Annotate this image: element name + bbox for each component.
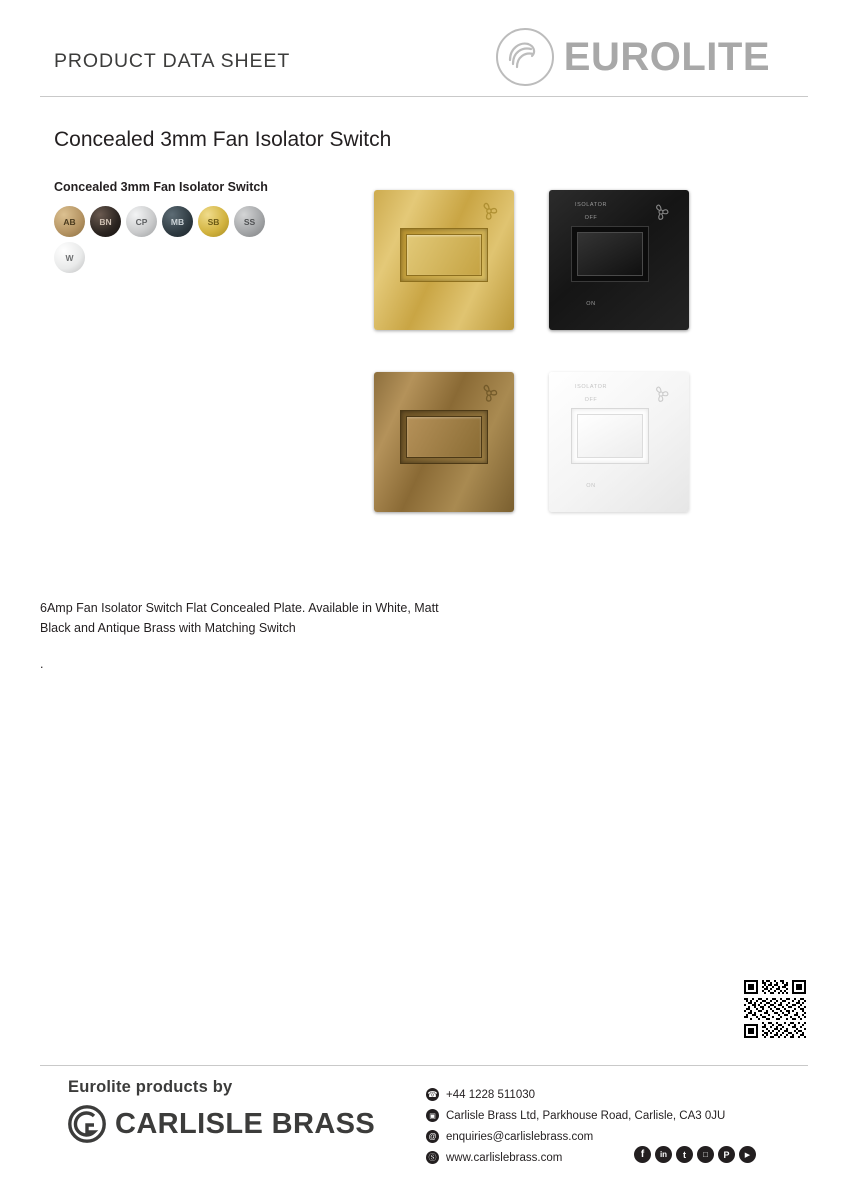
footer-divider [40,1065,808,1066]
finish-swatch-ss[interactable] [234,206,265,237]
fan-symbol-icon [476,382,502,404]
social-links [634,1146,756,1163]
contact-email[interactable] [426,1126,725,1147]
linkedin-glyph: in [659,1150,668,1159]
facebook-glyph: f [640,1149,645,1160]
product-image-antique-brass [374,372,514,512]
fan-symbol-icon [476,200,502,222]
twitter-icon[interactable] [676,1146,693,1163]
contact-address [426,1105,725,1126]
finish-swatch-list [54,206,294,273]
product-image-white [549,372,689,512]
carlisle-brass-logo [68,1105,398,1143]
contact-email-text: enquiries@carlislebrass.com [446,1130,594,1143]
label-off: OFF [584,215,598,221]
footer-byline: Eurolite products by [68,1078,233,1096]
page-title: PRODUCT DATA SHEET [54,50,291,72]
eurolite-brand [496,28,770,86]
carlisle-brass-mark-icon [68,1105,106,1143]
contact-address-text: Carlisle Brass Ltd, Parkhouse Road, Carlisle, CA3 0JU [446,1109,726,1122]
finish-code-mb: MB [170,216,185,227]
page-header [40,26,808,96]
linkedin-icon[interactable] [655,1146,672,1163]
product-title: Concealed 3mm Fan Isolator Switch [54,128,392,151]
footer-brand-block [68,1078,398,1143]
finish-swatch-cp[interactable] [126,206,157,237]
product-image-matt-black [549,190,689,330]
instagram-glyph: □ [703,1150,708,1159]
variant-block [54,178,304,273]
header-divider [40,96,808,97]
pinterest-glyph: P [723,1149,730,1160]
globe-icon: Ⓢ [426,1151,439,1164]
contact-website-text: www.carlislebrass.com [446,1151,563,1164]
finish-swatch-ab[interactable] [54,206,85,237]
variant-name: Concealed 3mm Fan Isolator Switch [54,180,268,194]
finish-swatch-w[interactable] [54,242,85,273]
finish-swatch-bn[interactable] [90,206,121,237]
facebook-icon[interactable] [634,1146,651,1163]
finish-code-ab: AB [63,216,76,227]
eurolite-circle-logo-icon [496,28,554,86]
finish-code-ss: SS [243,216,256,227]
finish-swatch-sb[interactable] [198,206,229,237]
twitter-glyph: t [683,1149,686,1160]
youtube-icon[interactable] [739,1146,756,1163]
product-image-gallery [374,190,694,520]
qr-code[interactable] [744,980,810,1042]
label-isolator: ISOLATOR [574,384,608,390]
description-trailing: . [40,657,44,671]
contact-phone[interactable] [426,1084,725,1105]
finish-swatch-mb[interactable] [162,206,193,237]
instagram-icon[interactable] [697,1146,714,1163]
label-on: ON [586,483,596,489]
finish-code-bn: BN [99,216,112,227]
carlisle-brass-name: CARLISLE BRASS [115,1107,376,1140]
finish-code-w: W [65,252,74,263]
product-description [40,598,460,674]
youtube-glyph: ▶ [744,1151,751,1159]
brand-name: EUROLITE [563,35,770,79]
email-icon: @ [426,1130,439,1143]
contact-phone-text: +44 1228 511030 [446,1088,536,1101]
product-image-satin-brass [374,190,514,330]
phone-icon: ☎ [427,1090,438,1099]
description-text: 6Amp Fan Isolator Switch Flat Concealed Plate. Available in White, Matt Black and Antique Brass with Matching Switch [40,601,439,635]
label-off: OFF [584,397,598,403]
label-on: ON [586,301,596,307]
finish-code-sb: SB [207,216,220,227]
location-icon: ▣ [426,1109,439,1122]
pinterest-icon[interactable] [718,1146,735,1163]
label-isolator: ISOLATOR [574,202,608,208]
finish-code-cp: CP [135,216,148,227]
